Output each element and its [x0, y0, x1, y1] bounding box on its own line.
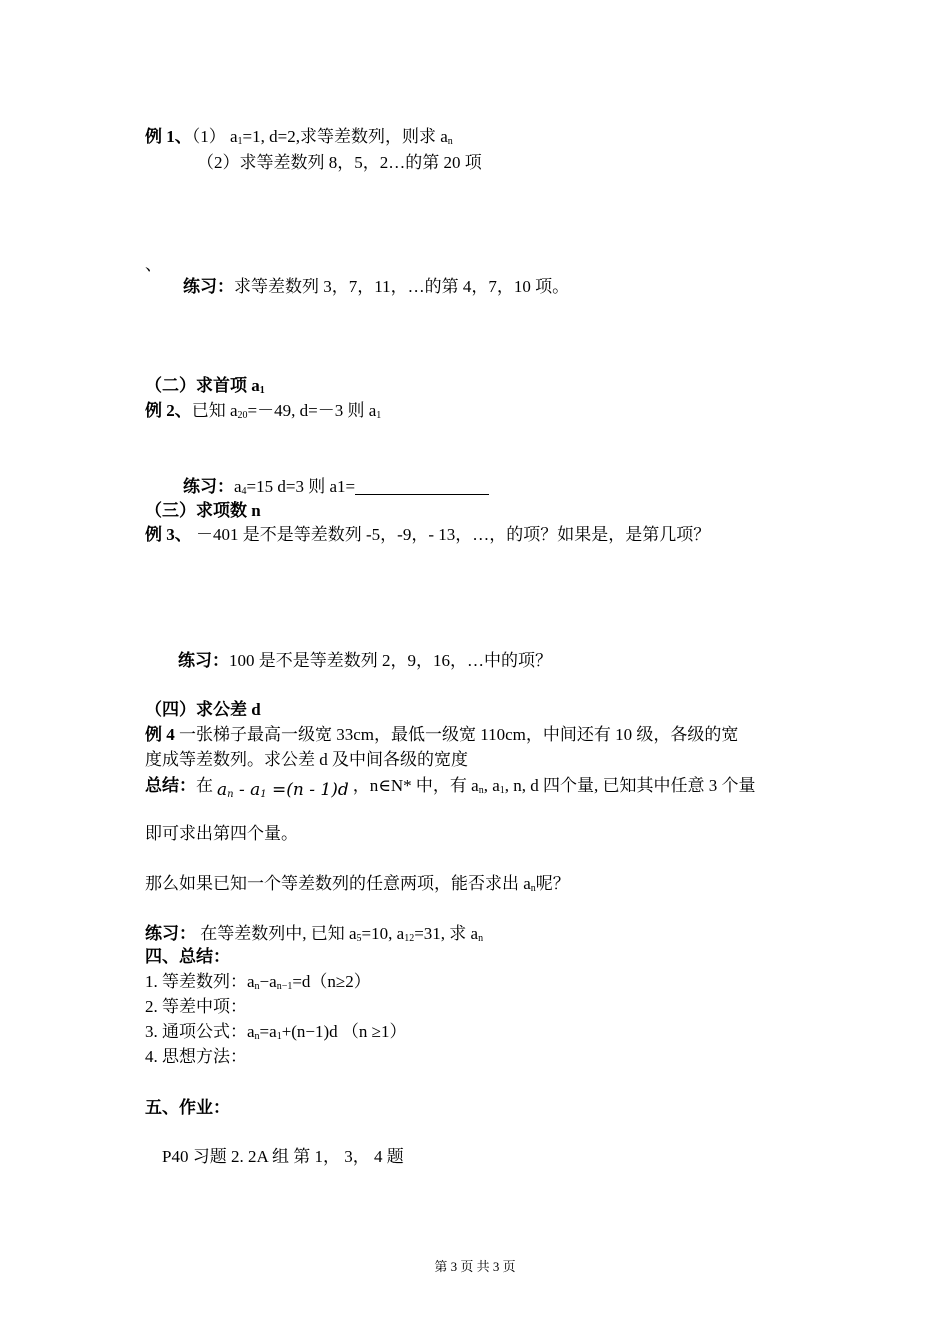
example-2 — [145, 400, 381, 422]
formula-part: =(n - 1)d — [266, 780, 349, 800]
section-heading-term-count: （三）求项数 n — [145, 501, 261, 520]
example-2-label: 例 2、 — [145, 401, 192, 420]
section-heading-common-difference: （四）求公差 d — [145, 700, 261, 719]
practice-text: 在等差数列中, 已知 a — [196, 924, 357, 943]
section-heading-homework: 五、作业： — [145, 1098, 230, 1117]
homework-assignment: P40 习题 2. 2A 组 第 1， 3， 4 题 — [162, 1147, 404, 1166]
example-1-label: 例 1、 — [145, 127, 192, 146]
summary-formula-line — [145, 775, 755, 801]
subscript: n — [478, 785, 484, 796]
subscript: 1 — [499, 785, 505, 796]
subscript: 20 — [237, 410, 248, 421]
example-4-line-1 — [145, 724, 738, 746]
summary-item-text: 1. 等差数列：a — [145, 972, 255, 991]
subscript: n — [227, 789, 234, 800]
practice-label: 练习： — [183, 277, 234, 296]
subscript: 1 — [276, 1031, 282, 1042]
practice-text: =15 d=3 则 a1= — [246, 477, 356, 496]
summary-item-1 — [145, 971, 371, 993]
summary-text: ，n∈N* 中，有 a — [352, 776, 479, 795]
question-text: 那么如果已知一个等差数列的任意两项，能否求出 a — [145, 874, 531, 893]
summary-item-text: −a — [259, 972, 277, 991]
example-3-label: 例 3、 — [145, 525, 192, 544]
example-4-label: 例 4 — [145, 725, 175, 744]
example-4-line-2: 度成等差数列。求公差 d 及中间各级的宽度 — [145, 750, 468, 769]
practice-label: 练习： — [183, 477, 234, 496]
summary-item-text: 3. 通项公式：a — [145, 1022, 255, 1041]
section-heading-text: （二）求首项 a — [145, 376, 260, 395]
general-term-formula — [213, 779, 353, 801]
subscript: 4 — [241, 486, 247, 497]
example-1-text: （1） a — [191, 127, 238, 146]
subscript: 1 — [237, 136, 243, 147]
question-line — [145, 873, 570, 895]
summary-item-4: 4. 思想方法： — [145, 1047, 247, 1066]
subscript: n — [254, 981, 260, 992]
practice-1 — [183, 276, 569, 298]
stray-mark: 、 — [145, 255, 162, 274]
question-text: 呢？ — [535, 874, 570, 893]
subscript: n — [530, 883, 536, 894]
practice-text: 求等差数列 3，7，11，…的第 4，7，10 项。 — [234, 277, 570, 296]
example-1-line-2: （2）求等差数列 8，5，2…的第 20 项 — [197, 153, 482, 172]
example-2-text: =－49, d=－3 则 a — [247, 401, 377, 420]
summary-text: , a — [483, 776, 500, 795]
practice-2 — [183, 476, 489, 498]
summary-item-3 — [145, 1021, 407, 1043]
summary-item-text: =d（n≥2） — [292, 972, 371, 991]
subscript: 12 — [404, 933, 415, 944]
formula-part: a — [217, 780, 228, 800]
subscript: n — [254, 1031, 260, 1042]
practice-text: a — [234, 477, 242, 496]
example-4-text: 一张梯子最高一级宽 33cm，最低一级宽 110cm，中间还有 10 级，各级的宽 — [174, 725, 739, 744]
section-heading-summary: 四、总结： — [145, 947, 230, 966]
subscript: n — [447, 136, 453, 147]
practice-4 — [145, 923, 483, 945]
summary-text: 在 — [196, 776, 213, 795]
subscript: n−1 — [276, 981, 293, 992]
subscript: n — [478, 933, 484, 944]
formula-part: - a — [233, 780, 261, 800]
summary-text: , n, d 四个量, 已知其中任意 3 个量 — [504, 776, 756, 795]
practice-text: =31, 求 a — [414, 924, 479, 943]
summary-label: 总结： — [145, 776, 196, 795]
section-heading-first-term — [145, 375, 265, 397]
subscript: 1 — [260, 789, 267, 800]
practice-text: 100 是不是等差数列 2，9，16，…中的项？ — [229, 651, 552, 670]
subscript: 1 — [376, 410, 382, 421]
page-footer: 第 3 页 共 3 页 — [434, 1259, 516, 1274]
example-1-line-1 — [145, 126, 453, 148]
summary-item-text: +(n−1)d （n ≥1） — [281, 1022, 407, 1041]
example-2-text: 已知 a — [191, 401, 238, 420]
subscript: 1 — [259, 385, 265, 396]
summary-item-text: =a — [259, 1022, 277, 1041]
example-1-text: =1, d=2,求等差数列，则求 a — [242, 127, 448, 146]
example-3-text: －401 是不是等差数列 -5，-9，- 13，…，的项？如果是，是第几项？ — [191, 525, 711, 544]
example-3 — [145, 524, 710, 546]
summary-line-2: 即可求出第四个量。 — [145, 824, 298, 843]
answer-blank[interactable] — [355, 478, 489, 495]
practice-label: 练习： — [145, 924, 196, 943]
practice-3 — [178, 650, 552, 672]
summary-item-2: 2. 等差中项： — [145, 997, 247, 1016]
practice-label: 练习： — [178, 651, 229, 670]
practice-text: =10, a — [361, 924, 405, 943]
subscript: 5 — [356, 933, 362, 944]
